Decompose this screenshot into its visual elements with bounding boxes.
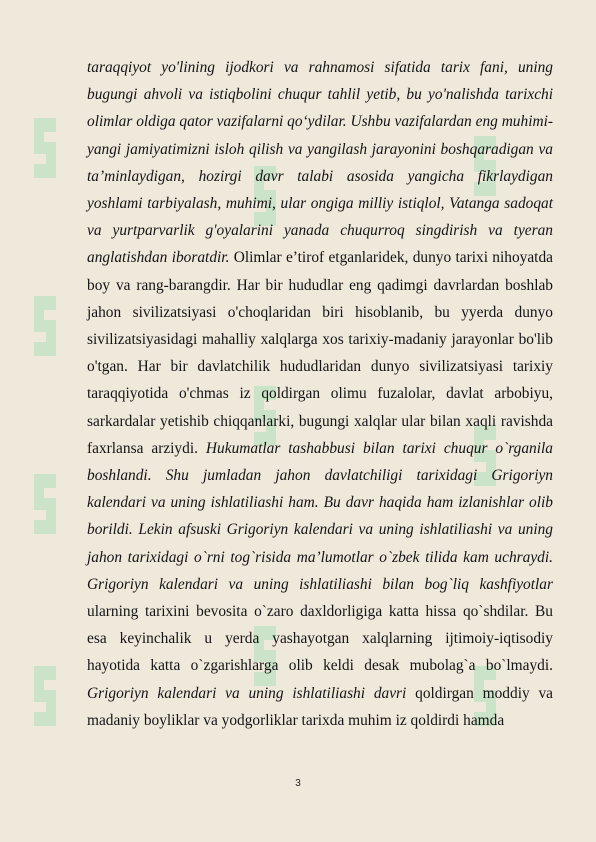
body-passage: Olimlar e’tirof etganlaridek, dunyo tarixi nihoyatda boy va rang-barangdir. Har bir hududlar eng qadimgi davrlardan boshlab jahon sivilizatsiyasi o'choqlaridan biri hisoblanib, bu yyerda dunyo sivilizatsiyasidagi mahalliy xalqlarga xos tarixiy-madaniy jarayonlar bo'lib o'tgan. Har bir davlatchilik hududlaridan dunyo sivilizatsiyasi tarixiy taraqqiyotida o'chmas iz qoldirgan olimu fuzalolar, davlat arbobiyu, sarkardalar yetishib chiqqanlarki, bugungi xalqlar ular bilan xaqli ravishda faxrlansa arziydi. (87, 249, 553, 457)
body-paragraph (87, 54, 553, 734)
body-passage: ularning tarixini bevosita o`zaro daxldorligiga katta hissa qo`shdilar. Bu esa keyinchalik u yerda yashayotgan xalqlarning ijtimoiy-iqtisodiy hayotida katta o`zgarishlarga olib keldi desak mubolag`a bo`lmaydi. (87, 603, 553, 675)
page-number: 3 (295, 778, 301, 789)
watermark-logo-icon (30, 468, 60, 540)
italic-passage: Hukumatlar tashabbusi bilan tarixi chuqur o`rganila boshlandi. Shu jumladan jahon davlatchiligi tarixidagi Grigoriyn kalendari va uning ishlatiliashi ham. Bu davr haqida ham izlanishlar olib borildi. Lekin afsuski Grigoriyn kalendari va uning ishlatiliashi va uning jahon tarixidagi o`rni tog`risida ma’lumotlar o`zbek tilida kam uchraydi. Grigoriyn kalendari va uning ishlatiliashi bilan bog`liq kashfiyotlar (87, 439, 553, 593)
watermark-logo-icon (30, 112, 60, 184)
body-passage: qoldirgan moddiy va madaniy boyliklar va yodgorliklar tarixda muhim iz qoldirdi hamda (87, 684, 553, 729)
watermark-logo-icon (30, 290, 60, 362)
watermark-logo-icon (30, 660, 60, 732)
italic-passage: taraqqiyot yo'lining ijodkori va rahnamosi sifatida tarix fani, uning bugungi ahvoli va istiqbolini chuqur tahlil yetib, bu yo'nalishda tarixchi olimlar oldiga qator vazifalarni qo‘ydilar. Ushbu vazifalardan eng muhimi-yangi jamiyatimizni isloh qilish va yangilash jarayonini boshqaradigan va ta’minlaydigan, hozirgi davr talabi asosida yangicha fikrlaydigan yoshlami tarbiyalash, muhimi, ular ongiga milliy istiqlol, Vatanga sadoqat va yurtparvarlik g'oyalarini yanada chuqurroq singdirish va tyeran anglatishdan iboratdir. (87, 59, 553, 267)
italic-passage: Grigoriyn kalendari va uning ishlatiliashi davri (87, 684, 407, 702)
